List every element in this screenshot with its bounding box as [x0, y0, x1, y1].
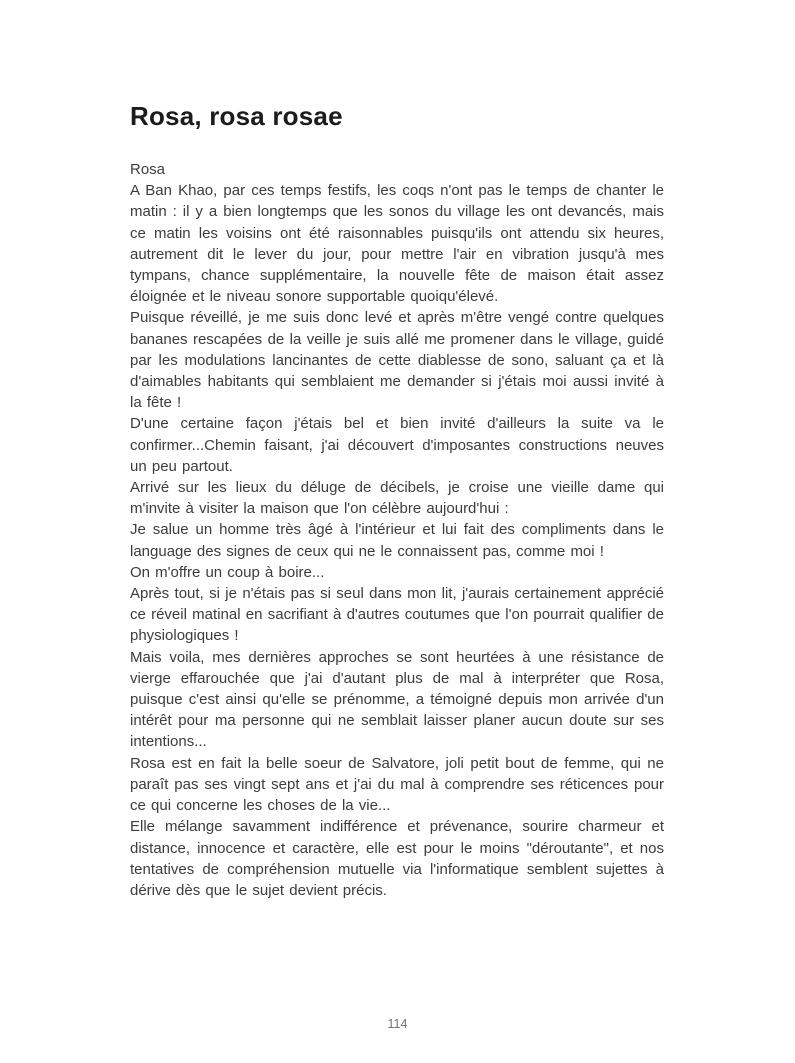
paragraph: Rosa est en fait la belle soeur de Salvatore, joli petit bout de femme, qui ne paraît pas ses vingt sept ans et j'ai du mal à comprendre ses réticences pour ce qui concerne les choses de la vie...: [130, 754, 664, 815]
document-body: [130, 159, 664, 901]
paragraph: Je salue un homme très âgé à l'intérieur et lui fait des compliments dans le language des signes de ceux qui ne le connaissent pas, comme moi !: [130, 521, 664, 560]
paragraph: On m'offre un coup à boire...: [130, 563, 325, 581]
paragraph: A Ban Khao, par ces temps festifs, les coqs n'ont pas le temps de chanter le matin : il y a bien longtemps que les sonos du village les ont devancés, mais ce matin les voisins ont été raisonnables puisqu'ils ont attendu six heures, autrement dit le lever du jour, pour mettre l'air en vibration jusqu'à mes tympans, chance supplémentaire, la nouvelle fête de maison était assez éloignée et le niveau sonore supportable quoiqu'élevé.: [130, 182, 664, 306]
page-number: 114: [387, 1017, 408, 1031]
paragraph: Mais voila, mes dernières approches se sont heurtées à une résistance de vierge effarouchée que j'ai d'autant plus de mal à interpréter que Rosa, puisque c'est ainsi qu'elle se prénomme, a témoigné depuis mon arrivée d'un intérêt pour ma personne qui ne semblait laisser planer aucun doute sur ses intentions...: [130, 648, 664, 751]
paragraph: Rosa: [130, 161, 166, 178]
paragraph: Arrivé sur les lieux du déluge de décibels, je croise une vieille dame qui m'invite à visiter la maison que l'on célèbre aujourd'hui :: [130, 479, 664, 518]
paragraph: Elle mélange savamment indifférence et prévenance, sourire charmeur et distance, innocence et caractère, elle est pour le moins "déroutante", et nos tentatives de compréhension mutuelle via l'informatique semblent sujettes à dérive dès que le sujet devient précis.: [130, 818, 664, 899]
document-title: Rosa, rosa rosae: [130, 101, 343, 131]
paragraph: Après tout, si je n'étais pas si seul dans mon lit, j'aurais certainement apprécié ce réveil matinal en sacrifiant à d'autres coutumes que l'on pourrait qualifier de physiologiques !: [130, 585, 664, 645]
document-content: [130, 101, 664, 901]
paragraph: Puisque réveillé, je me suis donc levé et après m'être vengé contre quelques bananes rescapées de la veille je suis allé me promener dans le village, guidé par les modulations lancinantes de cette diablesse de sono, saluant ça et là d'aimables habitants qui semblaient me demander si j'étais moi aussi invité à la fête !: [130, 309, 664, 412]
paragraph: D'une certaine façon j'étais bel et bien invité d'ailleurs la suite va le confirmer...Chemin faisant, j'ai découvert d'imposantes constructions neuves un peu partout.: [130, 415, 664, 475]
